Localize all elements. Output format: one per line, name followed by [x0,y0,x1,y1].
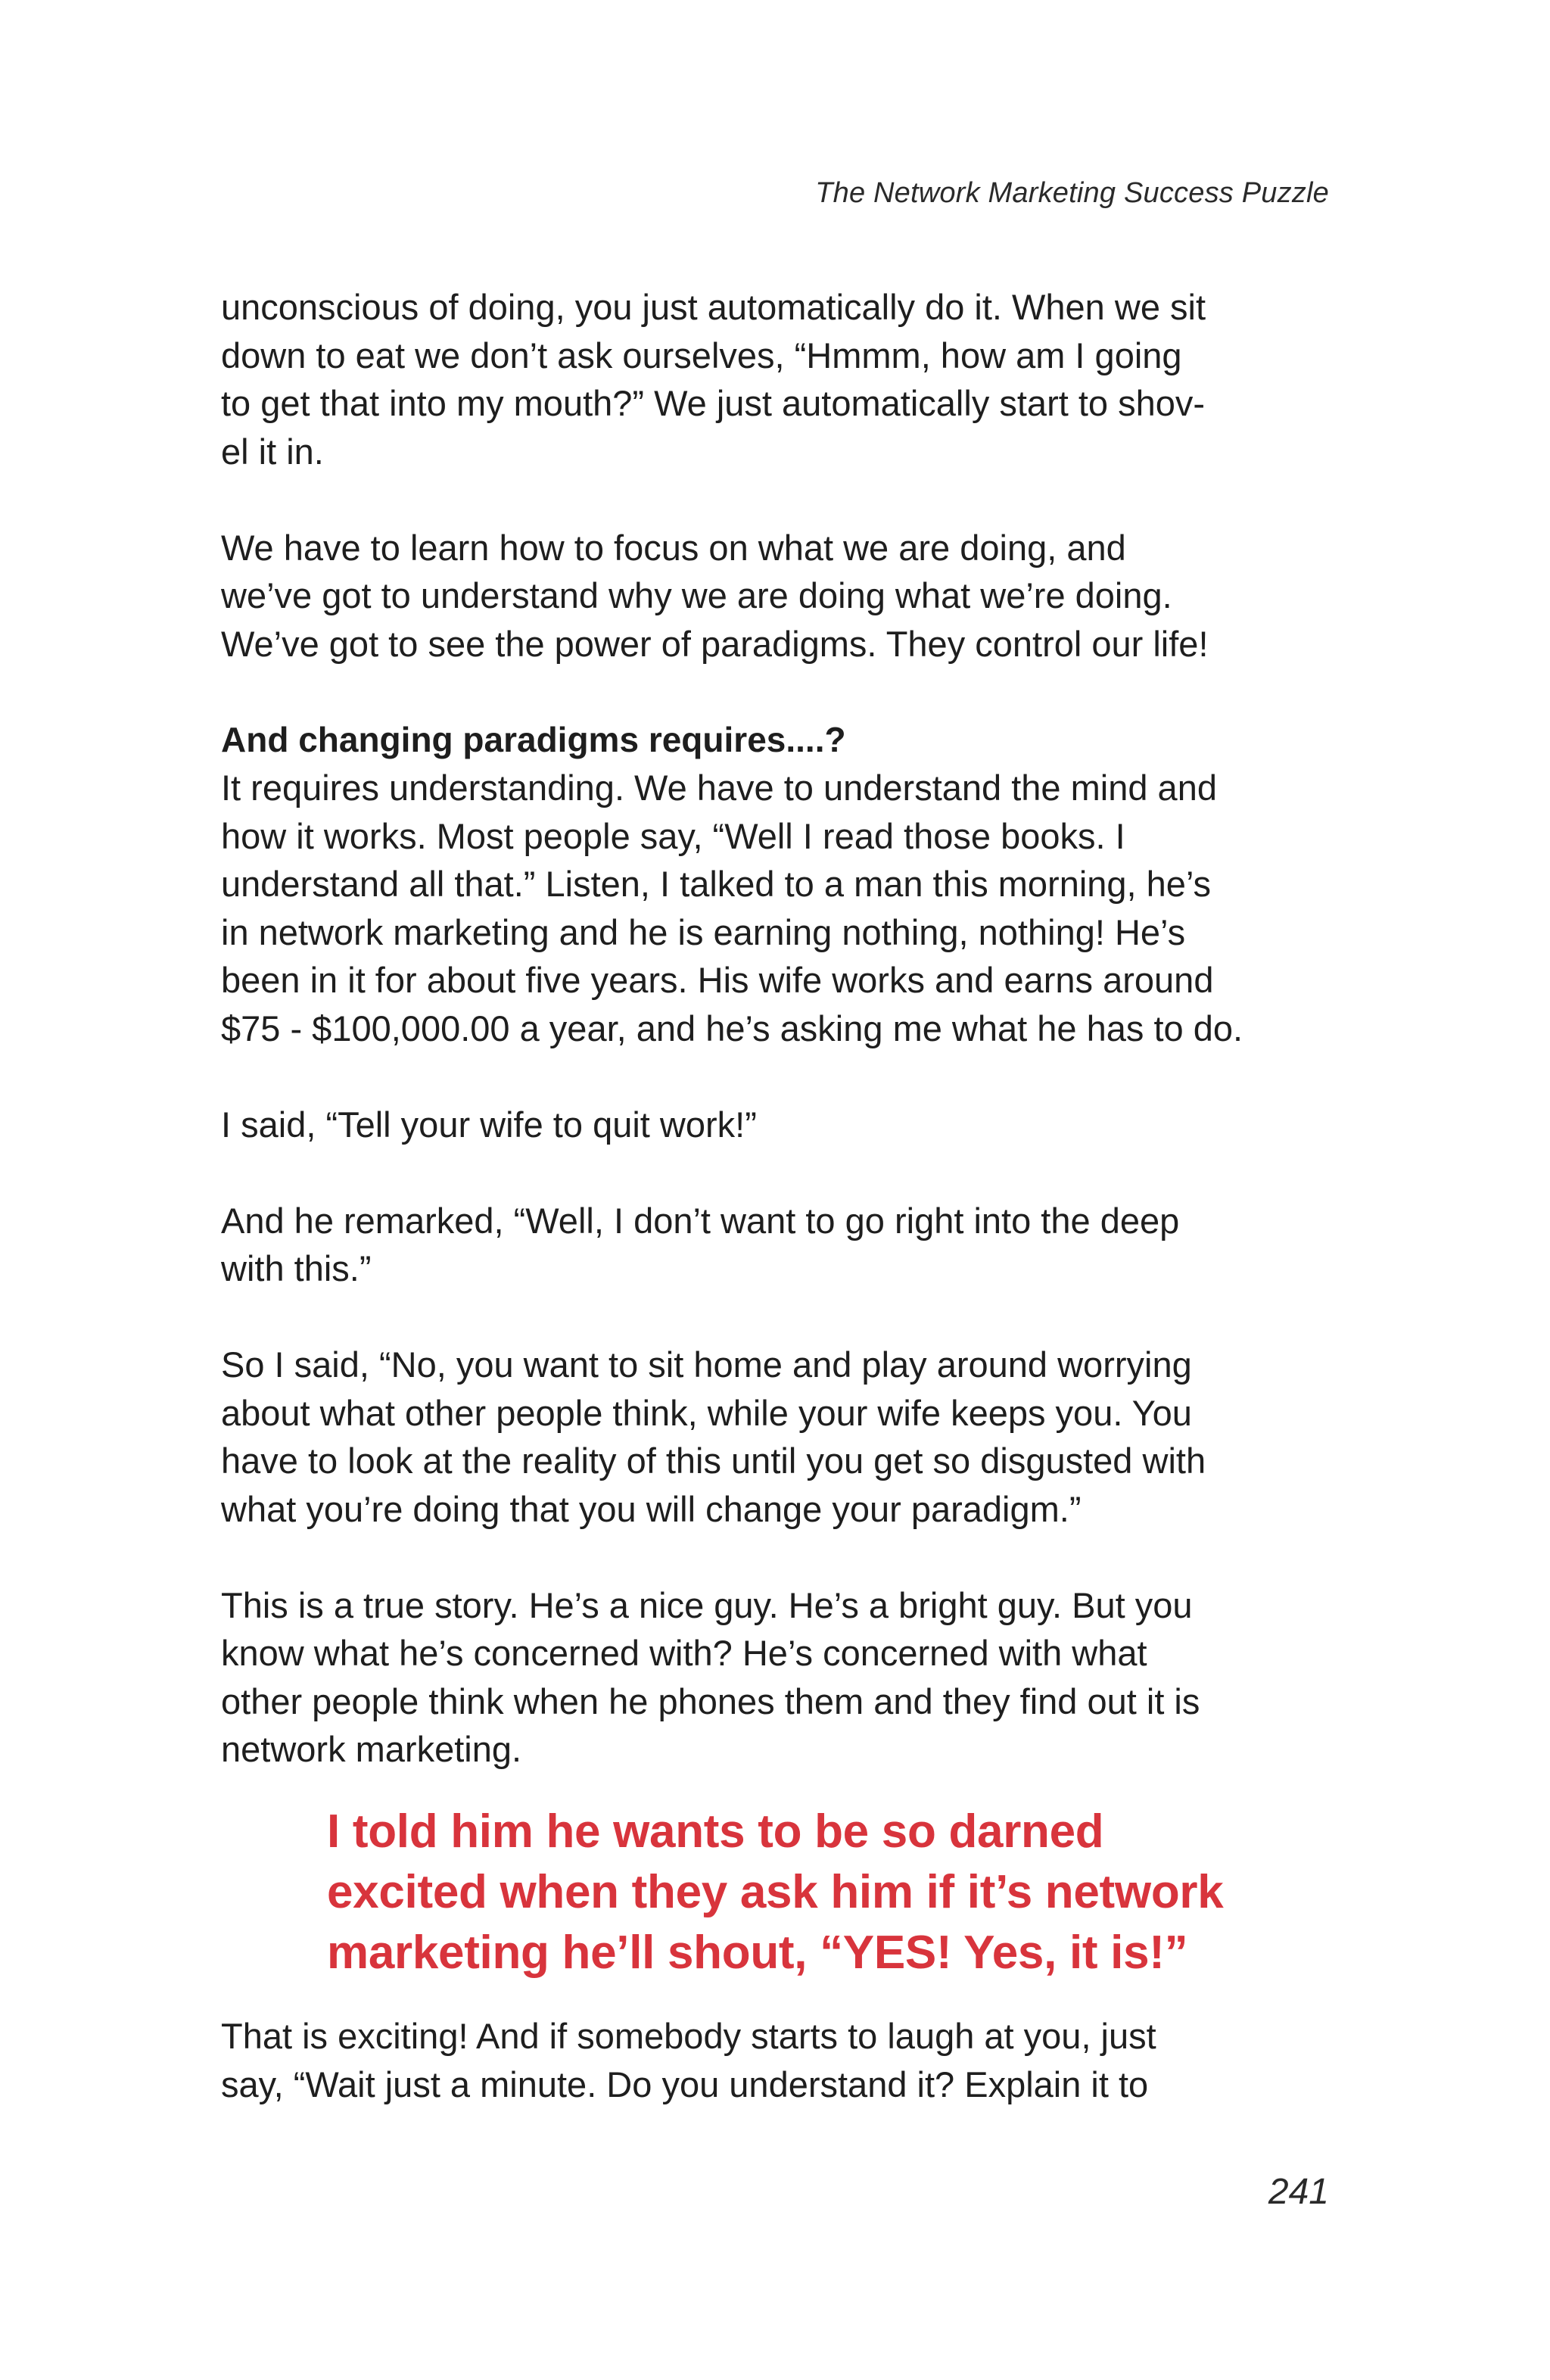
body-text [221,283,1341,1774]
paragraph-6: So I said, “No, you want to sit home and play around worrying about what other people think, while your wife keeps you. You have to look at the reality of this until you get so disgusted with what you’re doing that you will change your paradigm.” [221,1344,1206,1529]
paragraph-5: And he remarked, “Well, I don’t want to go right into the deep with this.” [221,1200,1180,1288]
paragraph-8: That is exciting! And if somebody starts to laugh at you, just say, “Wait just a minute. Do you understand it? Explain it to [221,2016,1156,2104]
paragraph-7: This is a true story. He’s a nice guy. He’s a bright guy. But you know what he’s concerned with? He’s concerned with what other people think when he phones them and they find out it is network marketing. [221,1584,1200,1769]
running-head: The Network Marketing Success Puzzle [815,177,1329,209]
paragraph-4: I said, “Tell your wife to quit work!” [221,1104,757,1145]
question-heading: And changing paradigms requires....? [221,719,846,759]
page-number: 241 [1268,2172,1329,2212]
paragraph-3: It requires understanding. We have to understand the mind and how it works. Most people say, “Well I read those books. I understand all that.” Listen, I talked to a man this morning, he’s in network marketing and he is earning nothing, nothing! He’s been in it for about five years. His wife works and earns around $75 - $100,000.00 a year, and he’s asking me what he has to do. [221,768,1243,1048]
pull-quote: I told him he wants to be so darned excited when they ask him if it’s network marketing he’ll shout, “YES! Yes, it is!” [327,1805,1224,1979]
paragraph-2: We have to learn how to focus on what we are doing, and we’ve got to understand why we are doing what we’re doing. We’ve got to see the power of paradigms. They control our life! [221,527,1209,664]
paragraph-1: unconscious of doing, you just automatically do it. When we sit down to eat we don’t ask ourselves, “Hmmm, how am I going to get that into my mouth?” We just automatically start to shov- el it in. [221,287,1206,472]
